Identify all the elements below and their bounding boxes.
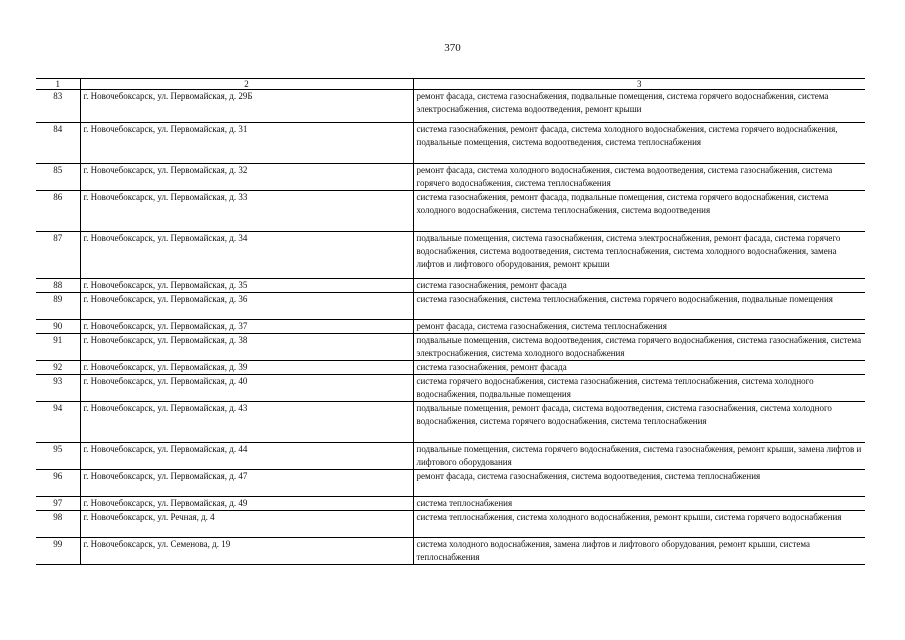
row-works: система газоснабжения, ремонт фасада bbox=[413, 361, 865, 375]
row-works: подвальные помещения, система горячего водоснабжения, система газоснабжения, ремонт крыши, замена лифтов и лифтового оборудования bbox=[413, 443, 865, 470]
row-address: г. Новочебоксарск, ул. Первомайская, д. 39 bbox=[80, 361, 413, 375]
row-works: ремонт фасада, система газоснабжения, система водоотведения, система теплоснабжения bbox=[413, 470, 865, 497]
table-row bbox=[36, 538, 865, 565]
row-address: г. Новочебоксарск, ул. Первомайская, д. 38 bbox=[80, 334, 413, 361]
row-number: 91 bbox=[36, 334, 80, 361]
row-works: система теплоснабжения bbox=[413, 497, 865, 511]
table-row bbox=[36, 334, 865, 361]
table-row bbox=[36, 402, 865, 443]
table-row bbox=[36, 279, 865, 293]
row-works: ремонт фасада, система газоснабжения, подвальные помещения, система горячего водоснабжения, система электроснабжения, система водоотведения, ремонт крыши bbox=[413, 90, 865, 123]
row-address: г. Новочебоксарск, ул. Первомайская, д. 43 bbox=[80, 402, 413, 443]
table-row bbox=[36, 361, 865, 375]
table-row bbox=[36, 497, 865, 511]
row-number: 89 bbox=[36, 293, 80, 320]
row-works: подвальные помещения, система водоотведения, система горячего водоснабжения, система газоснабжения, система электроснабжения, система холодного водоснабжения bbox=[413, 334, 865, 361]
table-row bbox=[36, 164, 865, 191]
table-row bbox=[36, 320, 865, 334]
table-row bbox=[36, 470, 865, 497]
table-row bbox=[36, 232, 865, 279]
row-works: система газоснабжения, система теплоснабжения, система горячего водоснабжения, подвальные помещения bbox=[413, 293, 865, 320]
row-works: система теплоснабжения, система холодного водоснабжения, ремонт крыши, система горячего водоснабжения bbox=[413, 511, 865, 538]
row-address: г. Новочебоксарск, ул. Семенова, д. 19 bbox=[80, 538, 413, 565]
row-works: ремонт фасада, система холодного водоснабжения, система водоотведения, система газоснабжения, система горячего водоснабжения, система теплоснабжения bbox=[413, 164, 865, 191]
row-address: г. Новочебоксарск, ул. Первомайская, д. 47 bbox=[80, 470, 413, 497]
row-number: 86 bbox=[36, 191, 80, 232]
row-works: подвальные помещения, ремонт фасада, система водоотведения, система газоснабжения, система холодного водоснабжения, система горячего водоснабжения, система теплоснабжения bbox=[413, 402, 865, 443]
row-number: 99 bbox=[36, 538, 80, 565]
column-header-number: 1 bbox=[36, 79, 80, 90]
row-address: г. Новочебоксарск, ул. Речная, д. 4 bbox=[80, 511, 413, 538]
row-address: г. Новочебоксарск, ул. Первомайская, д. 32 bbox=[80, 164, 413, 191]
table-row bbox=[36, 511, 865, 538]
row-number: 95 bbox=[36, 443, 80, 470]
row-address: г. Новочебоксарск, ул. Первомайская, д. 33 bbox=[80, 191, 413, 232]
row-number: 84 bbox=[36, 123, 80, 164]
row-address: г. Новочебоксарск, ул. Первомайская, д. 37 bbox=[80, 320, 413, 334]
row-number: 83 bbox=[36, 90, 80, 123]
row-works: система горячего водоснабжения, система газоснабжения, система теплоснабжения, система холодного водоснабжения, подвальные помещения bbox=[413, 375, 865, 402]
row-address: г. Новочебоксарск, ул. Первомайская, д. 34 bbox=[80, 232, 413, 279]
row-number: 88 bbox=[36, 279, 80, 293]
housing-repair-table bbox=[36, 78, 865, 565]
table-row bbox=[36, 191, 865, 232]
row-number: 87 bbox=[36, 232, 80, 279]
row-address: г. Новочебоксарск, ул. Первомайская, д. 44 bbox=[80, 443, 413, 470]
page-number: 370 bbox=[444, 42, 461, 54]
column-header-works: 3 bbox=[413, 79, 865, 90]
column-header-address: 2 bbox=[80, 79, 413, 90]
row-number: 97 bbox=[36, 497, 80, 511]
row-number: 98 bbox=[36, 511, 80, 538]
row-works: подвальные помещения, система газоснабжения, система электроснабжения, ремонт фасада, система горячего водоснабжения, система водоотведения, система теплоснабжения, система холодного водоснабжения, замена лифтов и лифтового оборудования, ремонт крыши bbox=[413, 232, 865, 279]
table-row bbox=[36, 375, 865, 402]
header-row bbox=[36, 79, 865, 90]
row-number: 96 bbox=[36, 470, 80, 497]
table-row bbox=[36, 123, 865, 164]
table-row bbox=[36, 293, 865, 320]
row-works: система газоснабжения, ремонт фасада bbox=[413, 279, 865, 293]
row-address: г. Новочебоксарск, ул. Первомайская, д. 31 bbox=[80, 123, 413, 164]
row-address: г. Новочебоксарск, ул. Первомайская, д. 49 bbox=[80, 497, 413, 511]
row-address: г. Новочебоксарск, ул. Первомайская, д. 29Б bbox=[80, 90, 413, 123]
row-address: г. Новочебоксарск, ул. Первомайская, д. 40 bbox=[80, 375, 413, 402]
row-works: система газоснабжения, ремонт фасада, система холодного водоснабжения, система горячего водоснабжения, подвальные помещения, система водоотведения, система теплоснабжения bbox=[413, 123, 865, 164]
table-row bbox=[36, 90, 865, 123]
table-row bbox=[36, 443, 865, 470]
row-works: система холодного водоснабжения, замена лифтов и лифтового оборудования, ремонт крыши, система теплоснабжения bbox=[413, 538, 865, 565]
row-number: 85 bbox=[36, 164, 80, 191]
row-number: 92 bbox=[36, 361, 80, 375]
row-number: 90 bbox=[36, 320, 80, 334]
row-address: г. Новочебоксарск, ул. Первомайская, д. 35 bbox=[80, 279, 413, 293]
row-works: система газоснабжения, ремонт фасада, подвальные помещения, система горячего водоснабжения, система холодного водоснабжения, система теплоснабжения, система водоотведения bbox=[413, 191, 865, 232]
row-address: г. Новочебоксарск, ул. Первомайская, д. 36 bbox=[80, 293, 413, 320]
row-number: 93 bbox=[36, 375, 80, 402]
row-works: ремонт фасада, система газоснабжения, система теплоснабжения bbox=[413, 320, 865, 334]
row-number: 94 bbox=[36, 402, 80, 443]
